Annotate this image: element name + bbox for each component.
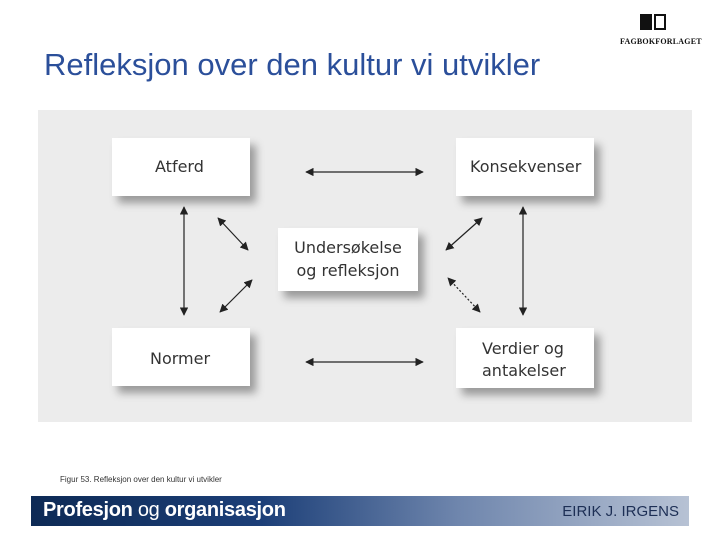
book-title: [43, 499, 286, 522]
node-normer-label: Normer: [150, 349, 211, 368]
book-title-part1: Profesjon: [43, 499, 133, 521]
node-undersokelse: [278, 228, 418, 291]
book-title-part2: og: [137, 499, 160, 521]
publisher-logo: [620, 14, 702, 48]
slide-title: Refleksjon over den kultur vi utvikler: [44, 47, 541, 82]
node-verdier: [456, 328, 594, 388]
node-normer: [112, 328, 250, 386]
node-atferd: [112, 138, 250, 196]
book-icon: [640, 14, 666, 30]
node-verdier-line1: Verdier og: [482, 339, 564, 358]
arrow-verdier-undersokelse: [448, 278, 480, 312]
node-verdier-line2: antakelser: [482, 361, 566, 380]
arrow-normer-undersokelse: [220, 280, 252, 312]
node-konsekvenser-label: Konsekvenser: [470, 157, 582, 176]
book-title-part3: organisasjon: [164, 499, 286, 521]
node-undersokelse-line2: og refleksjon: [296, 261, 400, 280]
node-konsekvenser: [456, 138, 594, 196]
figure-caption: Figur 53. Refleksjon over den kultur vi utvikler: [60, 475, 222, 484]
author-name: EIRIK J. IRGENS: [562, 503, 679, 520]
arrow-konsekvenser-undersokelse: [446, 218, 482, 250]
footer-banner: [31, 496, 689, 526]
arrow-atferd-undersokelse: [218, 218, 248, 250]
node-atferd-label: Atferd: [155, 157, 204, 176]
publisher-name: FAGBOKFORLAGET: [620, 37, 702, 46]
node-undersokelse-line1: Undersøkelse: [294, 238, 402, 257]
culture-reflection-diagram: [38, 110, 692, 422]
